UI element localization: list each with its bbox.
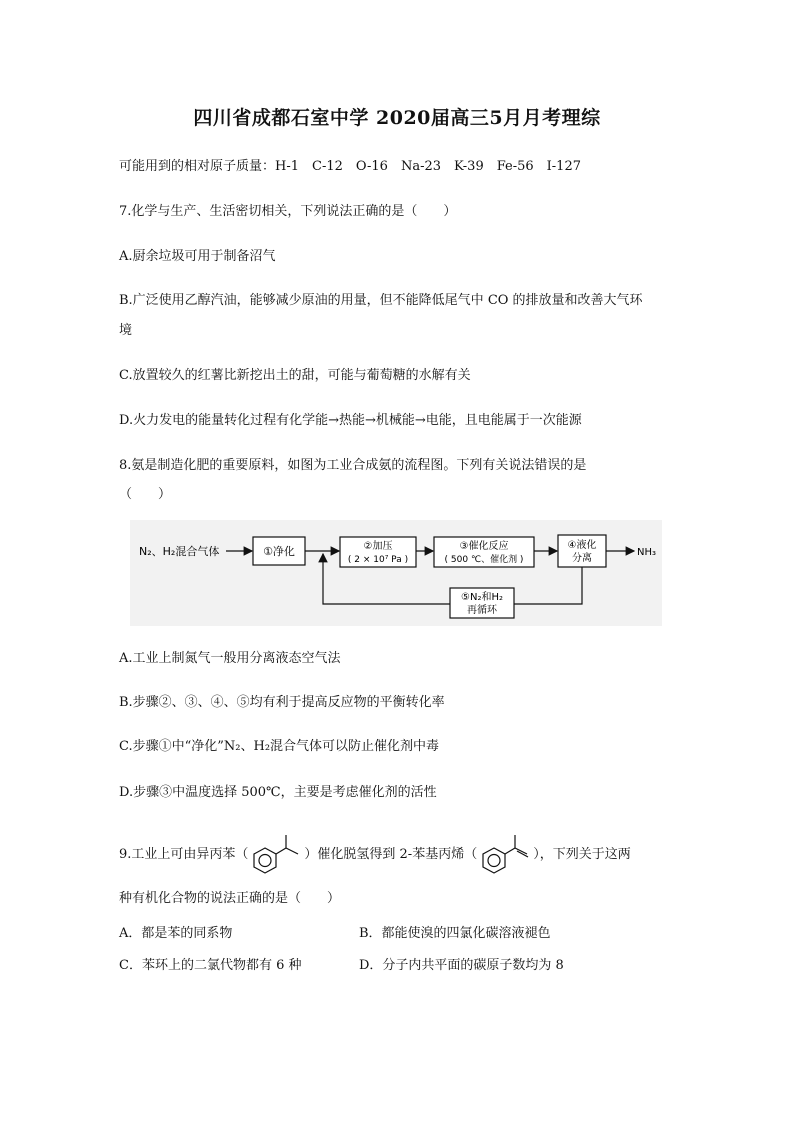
flow-step2-label: ②加压 xyxy=(363,541,393,552)
q7-option-a: A.厨余垃圾可用于制备沼气 xyxy=(119,249,276,264)
q8-option-b: B.步骤②、③、④、⑤均有利于提高反应物的平衡转化率 xyxy=(119,695,445,710)
page-title: 四川省成都石室中学 2020届高三5月月考理综 xyxy=(193,107,601,129)
q8-option-c: C.步骤①中“净化”N₂、H₂混合气体可以防止催化剂中毒 xyxy=(119,739,440,754)
atomic-masses-note: 可能用到的相对原子质量：H-1 C-12 O-16 Na-23 K-39 Fe-56 I-127 xyxy=(119,159,581,174)
q9-stem xyxy=(119,826,631,878)
flow-step4-label: ④液化 xyxy=(567,540,597,551)
flow-step2-condition: ( 2 × 10⁷ Pa ) xyxy=(347,555,409,565)
q8-option-d: D.步骤③中温度选择 500℃，主要是考虑催化剂的活性 xyxy=(119,785,437,800)
q9-stem-part3: ），下列关于这两 xyxy=(533,846,631,862)
q9-option-c: C．苯环上的二氯代物都有 6 种 xyxy=(119,958,302,973)
ammonia-process-flowchart xyxy=(130,520,662,626)
q9-stem-line2: 种有机化合物的说法正确的是（ ） xyxy=(119,891,341,906)
q8-stem-paren: （ ） xyxy=(119,487,172,502)
flow-step5-label-2: 再循环 xyxy=(467,605,497,616)
flow-step5-label: ⑤N₂和H₂ xyxy=(461,592,503,603)
recycle-line-right xyxy=(514,567,582,604)
q7-stem: 7.化学与生产、生活密切相关，下列说法正确的是（ ） xyxy=(119,204,457,219)
q9-option-d: D．分子内共平面的碳原子数均为 8 xyxy=(359,958,564,973)
q9-option-a: A．都是苯的同系物 xyxy=(119,926,233,941)
q7-option-b-cont: 境 xyxy=(119,323,133,338)
q8-option-a: A.工业上制氮气一般用分离液态空气法 xyxy=(119,651,341,666)
q7-option-c: C.放置较久的红薯比新挖出土的甜，可能与葡萄糖的水解有关 xyxy=(119,368,471,383)
flow-output-label: NH₃ xyxy=(637,547,657,558)
2-phenylpropene-structure xyxy=(477,826,533,878)
q8-stem: 8.氨是制造化肥的重要原料，如图为工业合成氨的流程图。下列有关说法错误的是 xyxy=(119,458,587,473)
q7-option-d: D.火力发电的能量转化过程有化学能→热能→机械能→电能，且电能属于一次能源 xyxy=(119,413,582,428)
flow-input-label: N₂、H₂混合气体 xyxy=(139,545,220,558)
flow-step3-condition: ( 500 ℃、催化剂 ) xyxy=(444,555,524,565)
q9-stem-part2: ）催化脱氢得到 2-苯基丙烯（ xyxy=(304,846,478,862)
cumene-structure xyxy=(248,826,304,878)
q7-option-b: B.广泛使用乙醇汽油，能够减少原油的用量，但不能降低尾气中 CO 的排放量和改善大气环 xyxy=(119,293,643,308)
q9-stem-part1: 9.工业上可由异丙苯（ xyxy=(119,846,249,862)
q9-option-b: B．都能使溴的四氯化碳溶液褪色 xyxy=(359,926,551,941)
flow-step1-label: ①净化 xyxy=(263,545,295,558)
flow-step3-label: ③催化反应 xyxy=(459,541,509,552)
flow-step4-label-2: 分离 xyxy=(572,553,592,564)
